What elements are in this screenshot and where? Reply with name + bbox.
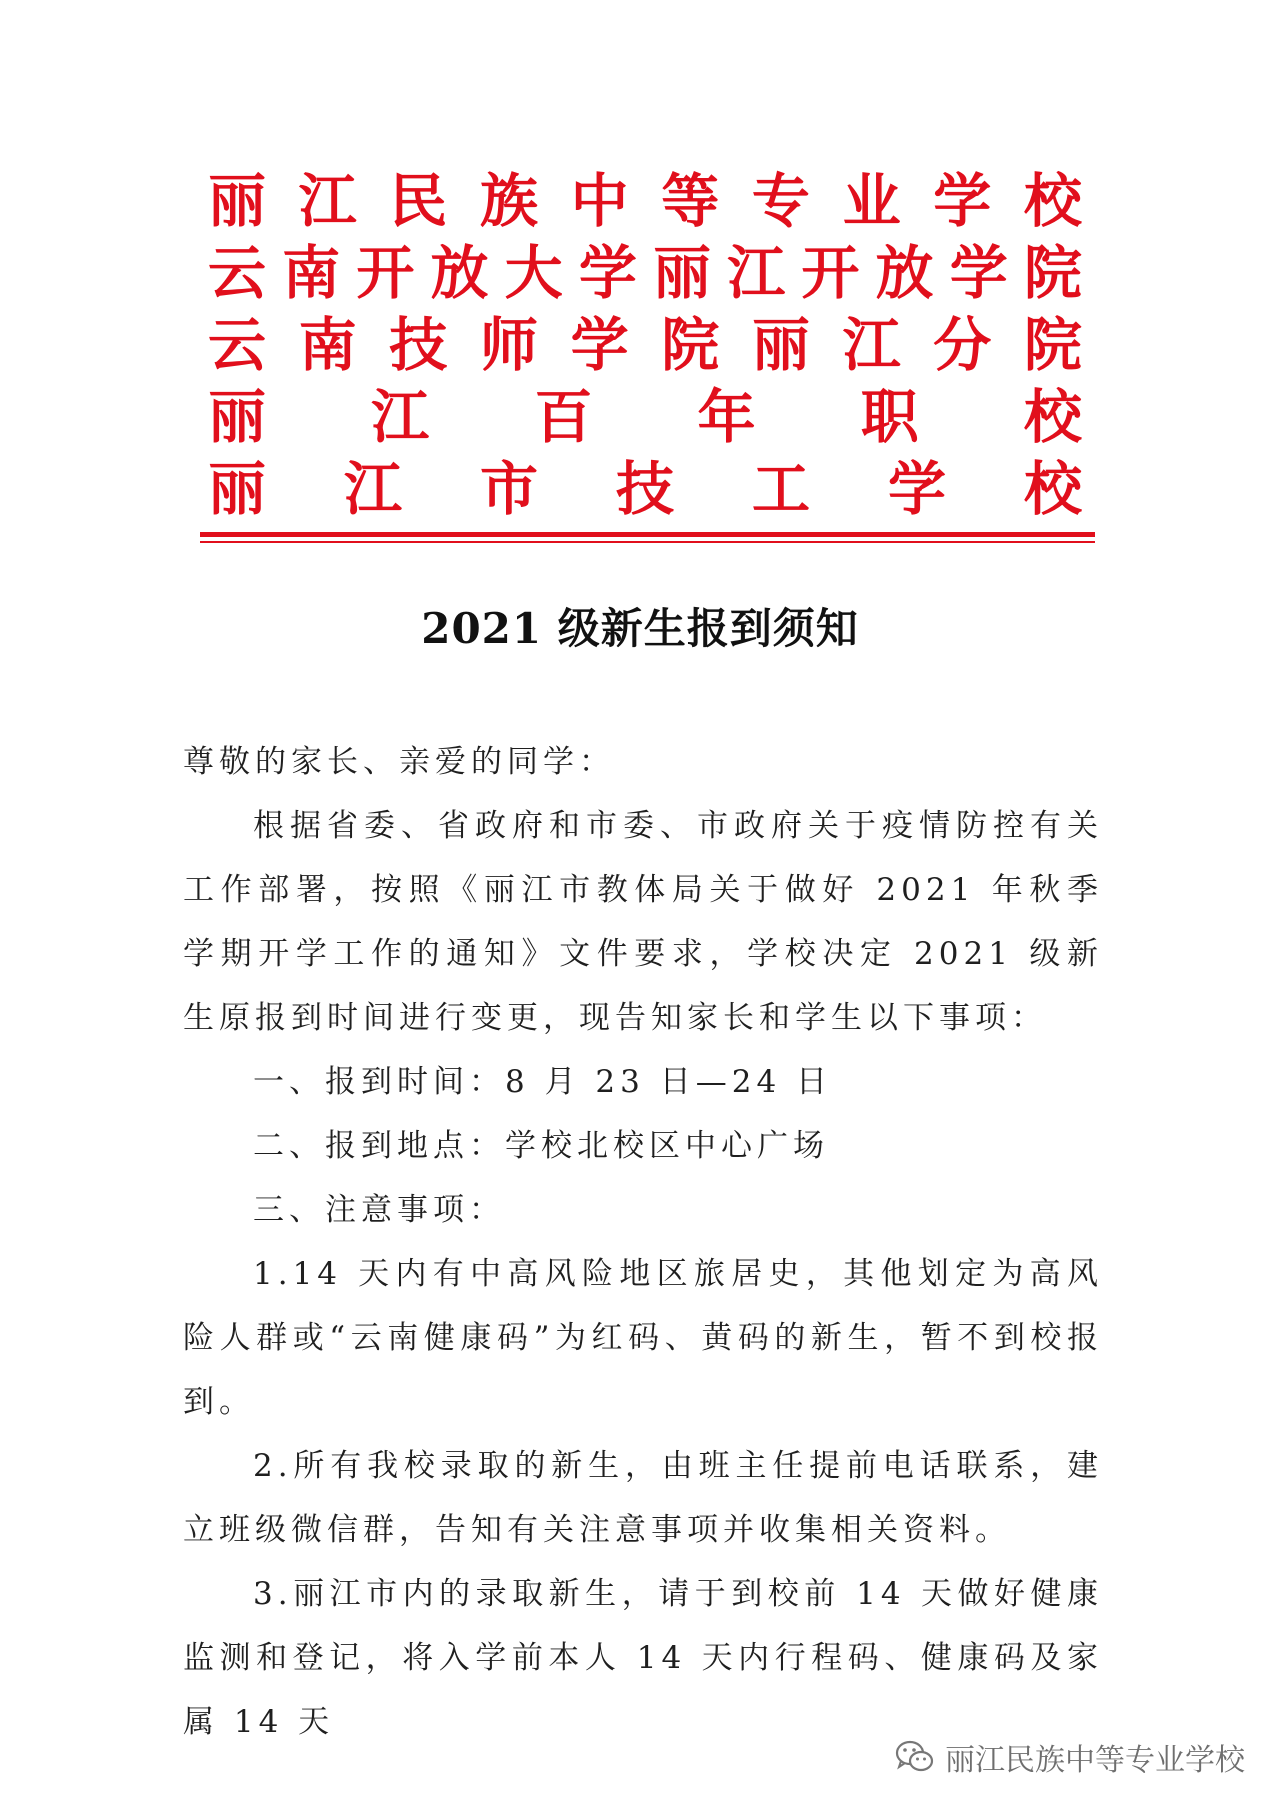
letterhead-char: 江 <box>371 383 430 451</box>
document-title: 2021 级新生报到须知 <box>421 604 859 653</box>
watermark-text: 丽江民族中等专业学校 <box>945 1743 1245 1778</box>
letterhead-char: 业 <box>842 167 901 235</box>
letterhead-line-5 <box>205 453 1085 525</box>
letterhead-char: 丽 <box>207 167 266 235</box>
letterhead-char: 开 <box>801 239 860 307</box>
letterhead-char: 中 <box>570 167 629 235</box>
letterhead-char: 学 <box>578 239 637 307</box>
letterhead-char: 市 <box>479 455 538 523</box>
letterhead-char: 江 <box>298 167 357 235</box>
letterhead-char: 南 <box>298 311 357 379</box>
letterhead-char: 丽 <box>751 311 810 379</box>
letterhead-char: 放 <box>875 239 934 307</box>
letterhead-char: 工 <box>751 455 810 523</box>
letterhead-char: 大 <box>504 239 563 307</box>
paragraph-time: 一、报到时间：8 月 23 日—24 日 <box>253 1064 833 1100</box>
letterhead-line-4 <box>205 381 1085 453</box>
letterhead-char: 江 <box>842 311 901 379</box>
letterhead-char: 族 <box>479 167 538 235</box>
letterhead-rule-thin <box>200 541 1095 543</box>
letterhead-char: 江 <box>727 239 786 307</box>
letterhead-char: 民 <box>389 167 448 235</box>
letterhead-char: 校 <box>1023 167 1082 235</box>
letterhead-char: 职 <box>860 383 919 451</box>
letterhead-char: 百 <box>534 383 593 451</box>
paragraph-notes-heading: 三、注意事项： <box>253 1192 505 1228</box>
letterhead-char: 丽 <box>207 455 266 523</box>
paragraph-intro: 根据省委、省政府和市委、市政府关于疫情防控有关工作部署，按照《丽江市教体局关于做好 2021 年秋季学期开学工作的通知》文件要求，学校决定 2021 级新生原报到时间进行变更，现告知家长和学生以下事项： <box>183 808 1103 1036</box>
letterhead-char: 学 <box>933 167 992 235</box>
letterhead-char: 南 <box>282 239 341 307</box>
letterhead-line-2 <box>205 237 1085 309</box>
letterhead-char: 学 <box>887 455 946 523</box>
letterhead-char: 丽 <box>653 239 712 307</box>
letterhead-char: 开 <box>356 239 415 307</box>
letterhead-line-1 <box>205 165 1085 237</box>
letterhead-char: 校 <box>1023 455 1082 523</box>
letterhead-char: 院 <box>1023 239 1082 307</box>
salutation: 尊敬的家长、亲爱的同学： <box>183 744 615 780</box>
letterhead-char: 江 <box>343 455 402 523</box>
paragraph-note-1: 1.14 天内有中高风险地区旅居史，其他划定为高风险人群或“云南健康码”为红码、黄码的新生，暂不到校报到。 <box>183 1256 1103 1420</box>
letterhead-char: 放 <box>430 239 489 307</box>
letterhead-char: 云 <box>207 311 266 379</box>
letterhead-char: 技 <box>615 455 674 523</box>
letterhead-char: 分 <box>933 311 992 379</box>
document-body <box>183 730 1103 1754</box>
letterhead-char: 技 <box>389 311 448 379</box>
letterhead-char: 校 <box>1023 383 1082 451</box>
letterhead-char: 年 <box>697 383 756 451</box>
wechat-watermark <box>895 1735 1245 1779</box>
letterhead-char: 师 <box>479 311 538 379</box>
letterhead-char: 院 <box>661 311 720 379</box>
letterhead-char: 学 <box>949 239 1008 307</box>
letterhead-char: 学 <box>570 311 629 379</box>
wechat-icon <box>895 1739 935 1775</box>
letterhead-char: 云 <box>207 239 266 307</box>
paragraph-note-2: 2.所有我校录取的新生，由班主任提前电话联系，建立班级微信群，告知有关注意事项并收集相关资料。 <box>183 1448 1103 1548</box>
paragraph-note-3: 3.丽江市内的录取新生，请于到校前 14 天做好健康监测和登记，将入学前本人 14 天内行程码、健康码及家属 14 天 <box>183 1576 1103 1740</box>
letterhead-line-3 <box>205 309 1085 381</box>
letterhead-char: 院 <box>1023 311 1082 379</box>
letterhead <box>205 165 1085 525</box>
letterhead-char: 等 <box>661 167 720 235</box>
paragraph-location: 二、报到地点：学校北校区中心广场 <box>253 1128 829 1164</box>
letterhead-char: 专 <box>751 167 810 235</box>
letterhead-rule-thick <box>200 532 1095 537</box>
letterhead-char: 丽 <box>207 383 266 451</box>
